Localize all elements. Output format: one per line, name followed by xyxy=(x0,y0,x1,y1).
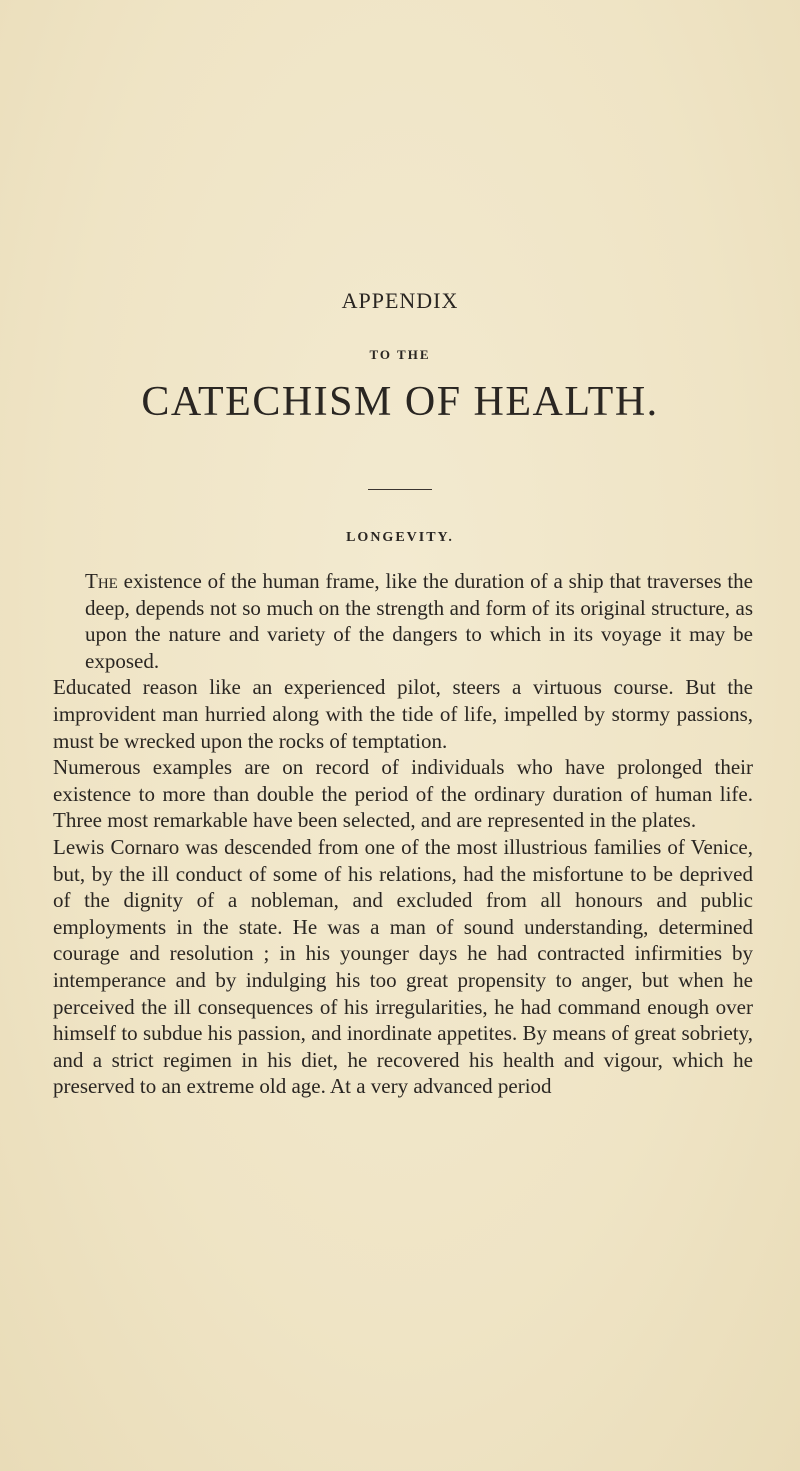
paragraph-3: Numerous examples are on record of individuals who have prolonged their existence to more than double the period of the ordinary duration of human life. Three most remarkable have been selected, and are represented in the plates. xyxy=(53,755,753,833)
appendix-heading: APPENDIX xyxy=(341,288,459,313)
paragraph-1-lead: The xyxy=(85,569,118,593)
page-title: CATECHISM OF HEALTH. xyxy=(141,379,659,425)
paragraph-2: Educated reason like an experienced pilot, steers a virtuous course. But the improvident man hurried along with the tide of life, impelled by stormy passions, must be wrecked upon the rocks of temptation. xyxy=(53,675,753,753)
body-text xyxy=(53,568,753,1100)
to-the-subheading: TO THE xyxy=(369,347,431,362)
paragraph-4: Lewis Cornaro was descended from one of the most illustrious families of Venice, but, by the ill conduct of some of his relations, had the misfortune to be deprived of the dignity of a nobleman, and excluded from all honours and public employments in the state. He was a man of sound understanding, determined courage and resolution ; in his younger days he had contracted infirmities by intemperance and by indulging his too great propensity to anger, but when he perceived the ill consequences of his irregularities, he had command enough over himself to subdue his passion, and inordinate appetites. By means of great sobriety, and a strict regimen in his diet, he recovered his health and vigour, which he preserved to an extreme old age. At a very advanced period xyxy=(53,834,753,1099)
paragraph-1-text: existence of the human frame, like the duration of a ship that traverses the deep, depends not so much on the strength and form of its original structure, as upon the nature and variety of the dangers to which in its voyage it may be exposed. xyxy=(85,569,753,673)
paragraph-1 xyxy=(53,568,753,674)
section-heading: LONGEVITY. xyxy=(346,530,454,545)
title-divider xyxy=(368,489,432,490)
